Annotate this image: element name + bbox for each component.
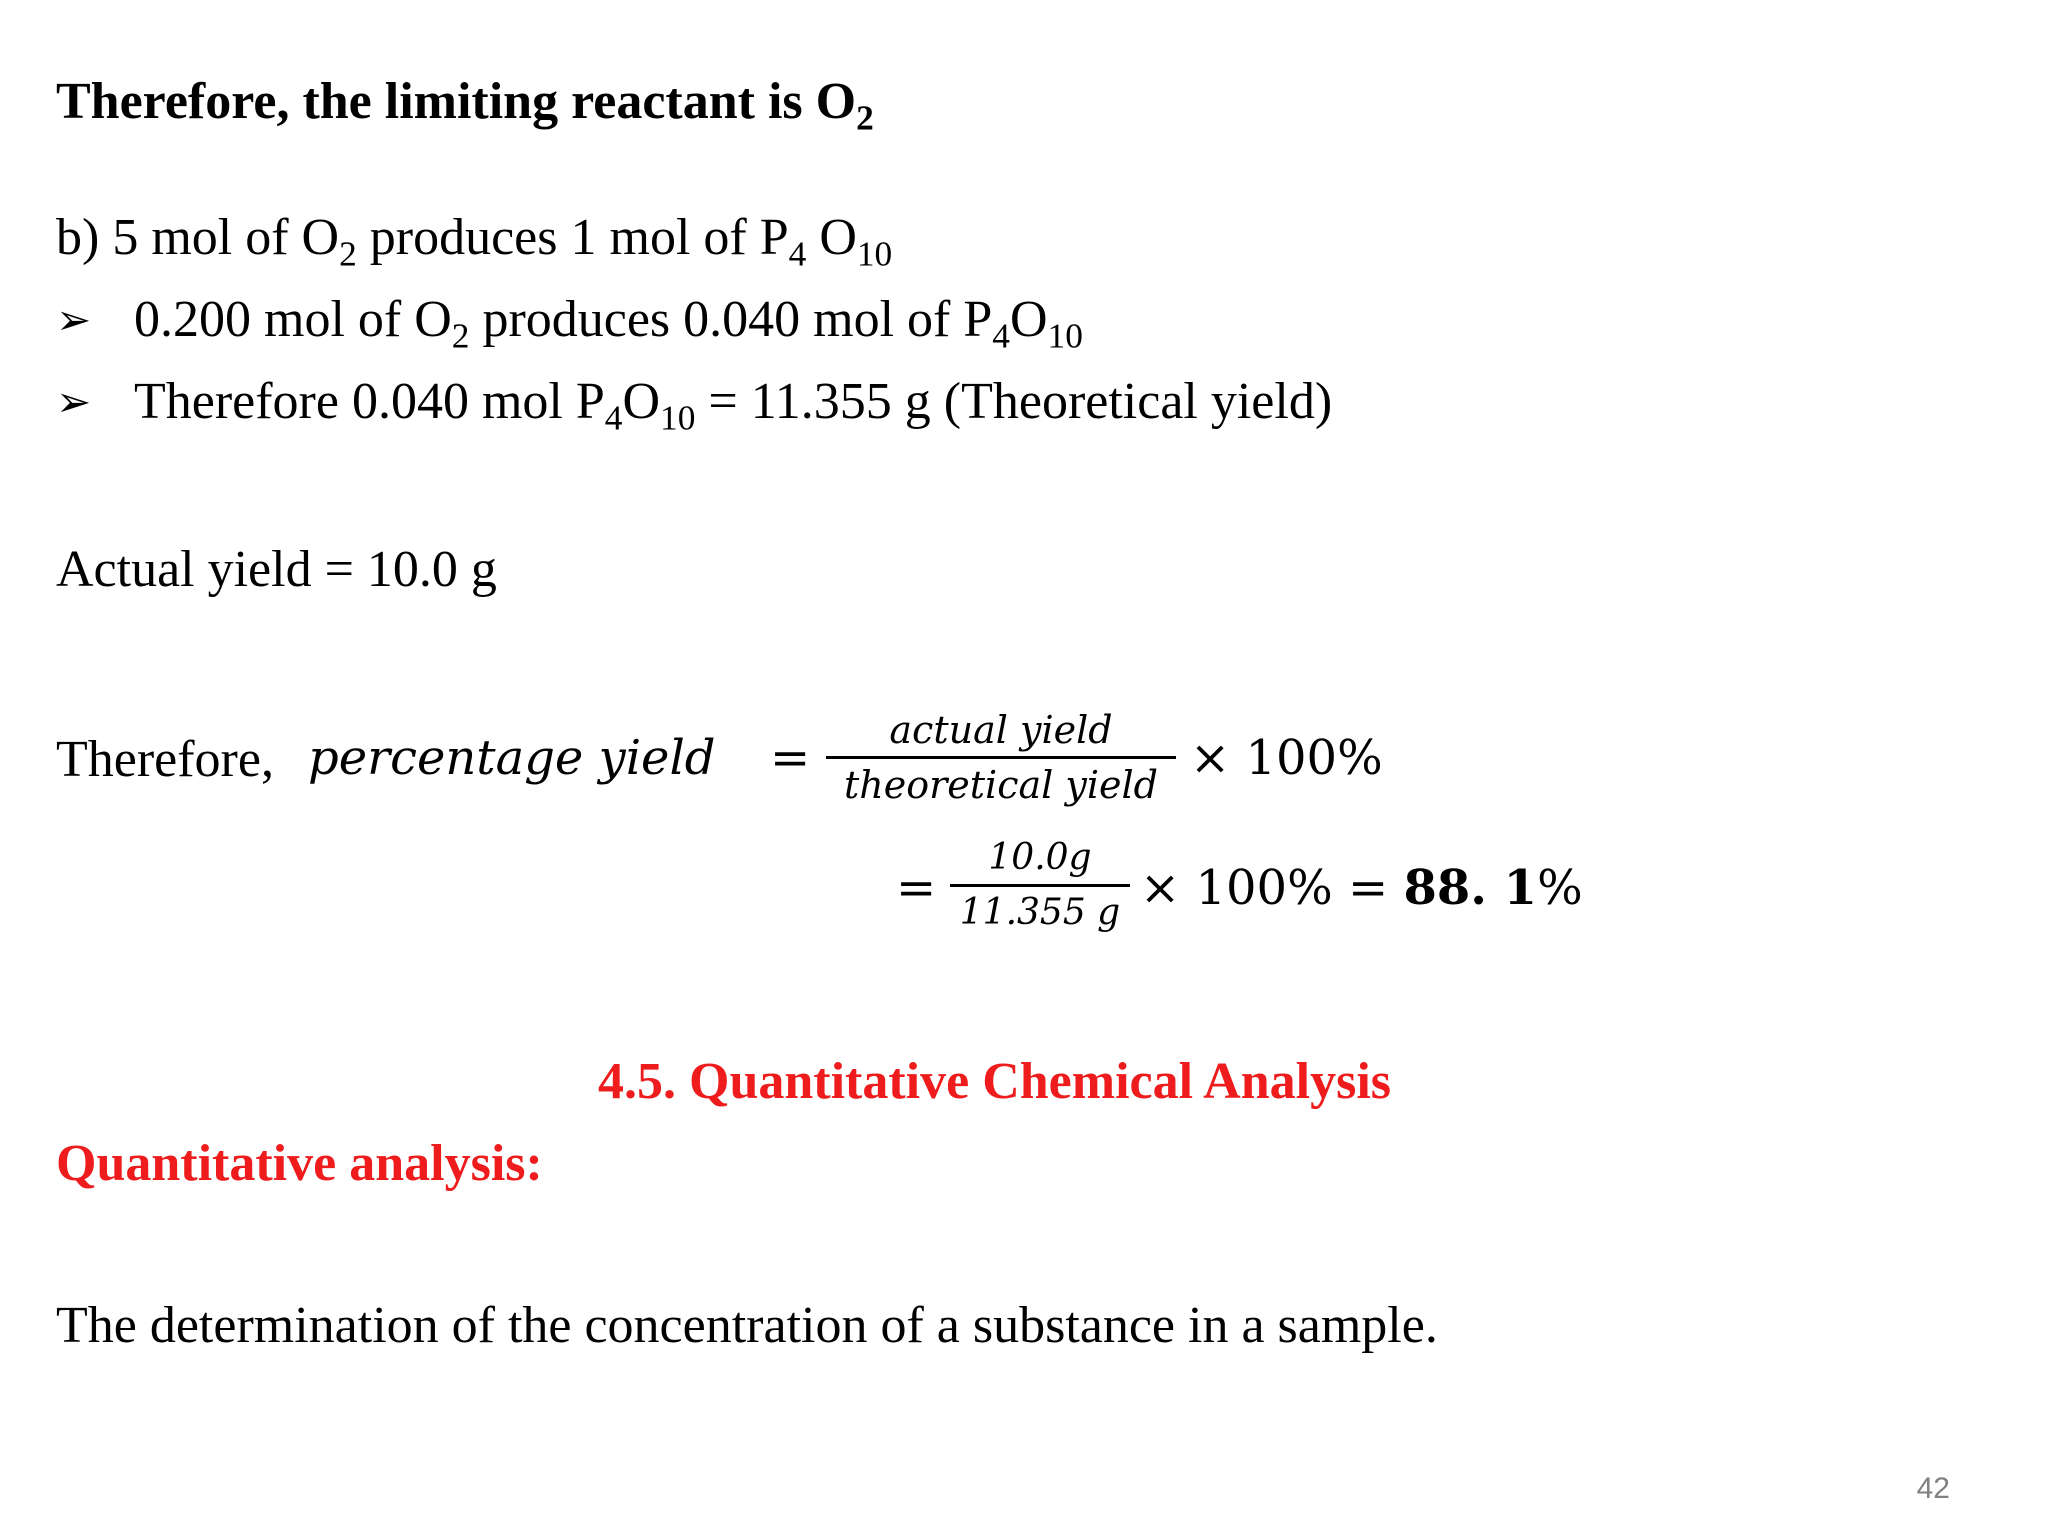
formula-lhs: percentage yield <box>308 730 716 786</box>
calc-times: × 100% = 88. 1% <box>1140 860 1583 916</box>
fraction-numerator: actual yield <box>889 708 1113 752</box>
actual-yield-line: Actual yield = 10.0 g <box>56 541 497 598</box>
bullet-text: Therefore 0.040 mol $P_4O_{10} = 11.355$ g (Theoretical yield) <box>134 373 1333 438</box>
subheading: Quantitative analysis: <box>56 1135 543 1192</box>
definition-text: The determination of the concentration of a substance in a sample. <box>56 1297 1438 1354</box>
bullet-item <box>56 290 1256 356</box>
bullet-item <box>56 372 1556 438</box>
percentage-result: 88. 1 <box>1403 860 1538 916</box>
calc-equals: = <box>896 860 937 916</box>
formula-lead: Therefore, <box>56 731 274 788</box>
arrow-bullet-icon: ➢ <box>56 295 92 344</box>
section-title: 4.5. Quantitative Chemical Analysis <box>598 1053 1392 1110</box>
arrow-bullet-icon: ➢ <box>56 377 92 426</box>
page-number: 42 <box>1916 1472 1950 1505</box>
limiting-reactant-heading: Therefore, the limiting reactant is $O_2$ <box>56 73 874 138</box>
calc-fraction <box>950 832 1130 939</box>
formula-equals: = <box>770 730 811 786</box>
bullet-text: 0.200 mol of $O_2$ produces 0.040 mol of $P_4O_{10}$ <box>134 291 1083 356</box>
fraction-numerator: 10.0g <box>988 837 1092 878</box>
fraction-denominator: theoretical yield <box>844 763 1158 807</box>
fraction-denominator: 11.355 g <box>959 892 1121 933</box>
formula-times: × 100% <box>1190 730 1383 786</box>
part-b-statement: b) 5 mol of $O_2$ produces 1 mol of $P_4$ $O_{10}$ <box>56 209 893 274</box>
formula-fraction <box>826 704 1176 811</box>
